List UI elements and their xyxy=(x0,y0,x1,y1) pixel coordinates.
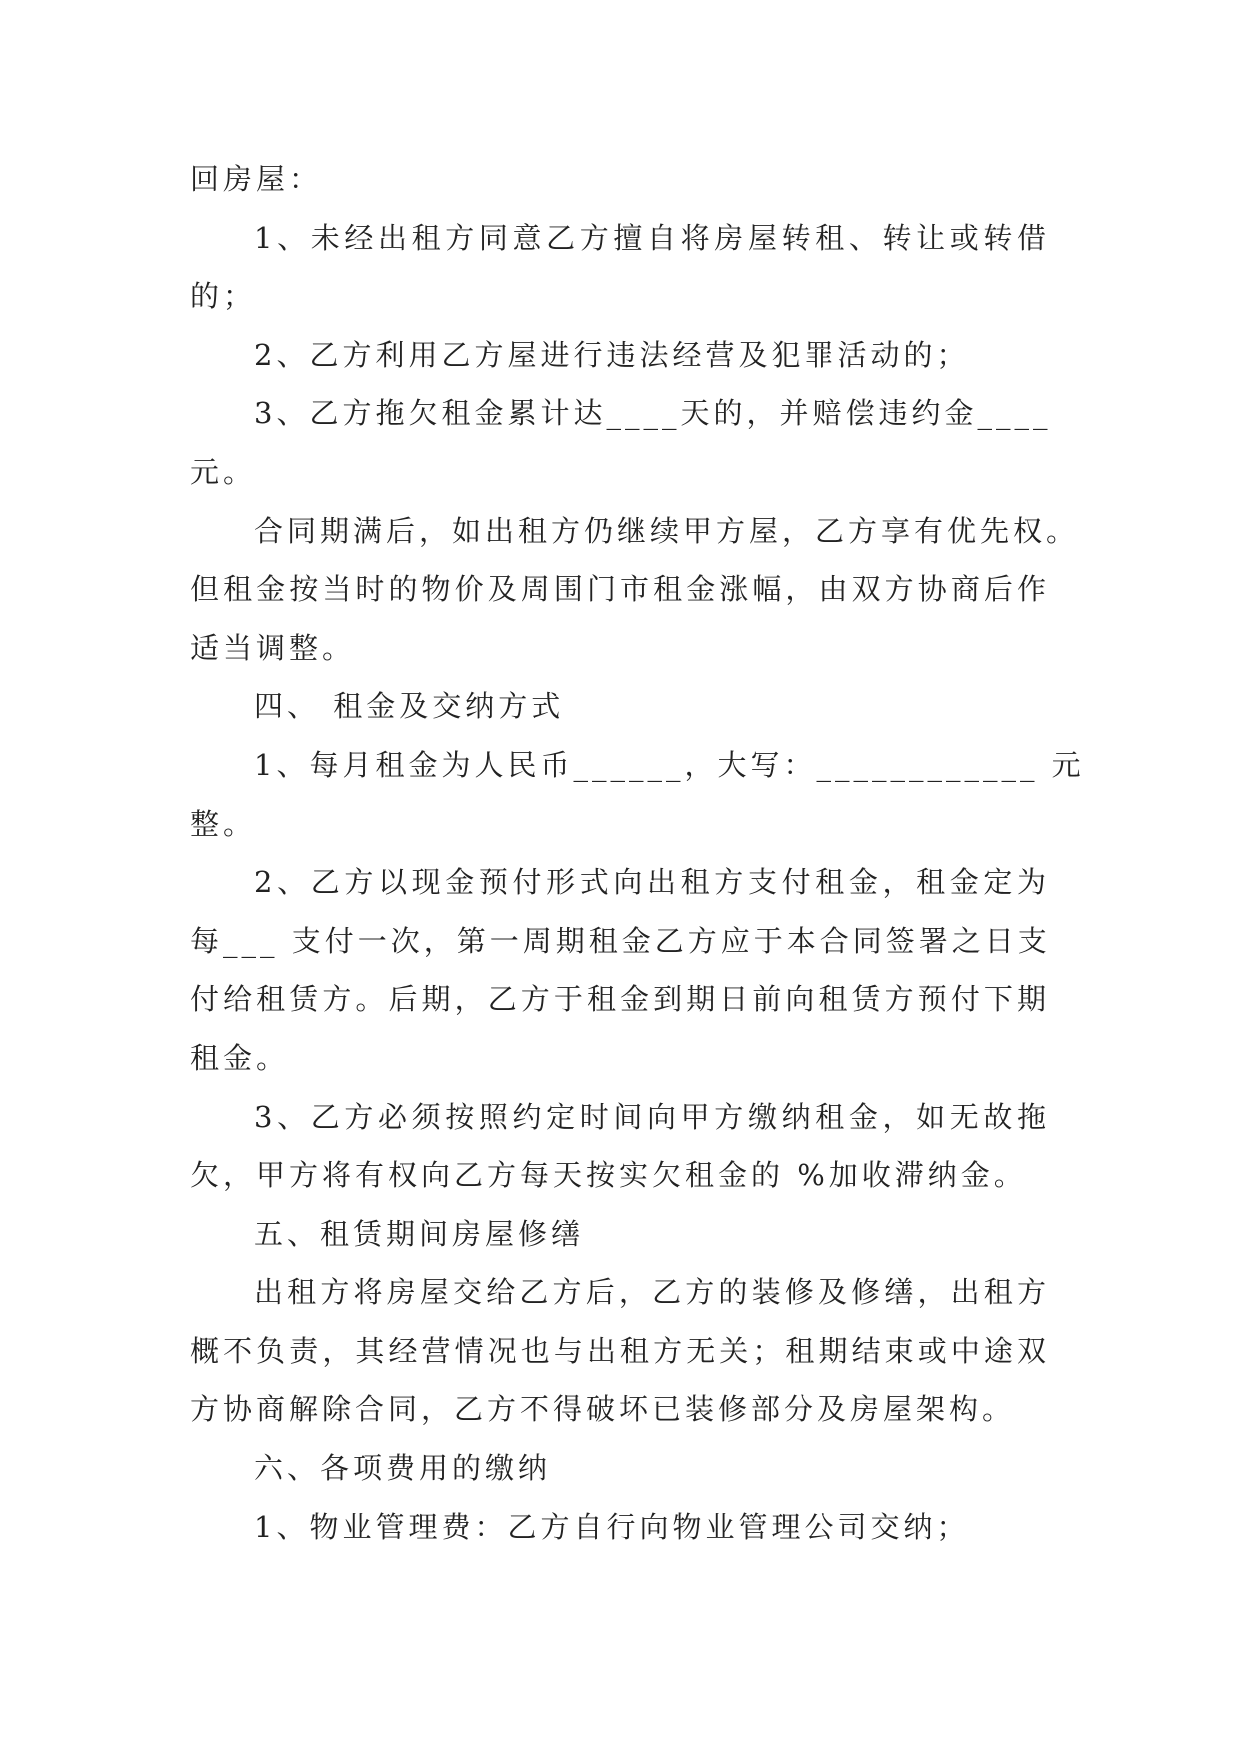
text-line: 1、每月租金为人民币______，大写：____________ 元 xyxy=(254,747,1085,782)
text-line: 概不负责，其经营情况也与出租方无关；租期结束或中途双 xyxy=(190,1333,1050,1368)
text-line: 五、租赁期间房屋修缮 xyxy=(254,1216,585,1251)
text-line: 方协商解除合同，乙方不得破坏已装修部分及房屋架构。 xyxy=(190,1392,1016,1427)
text-line: 每___ 支付一次，第一周期租金乙方应于本合同签署之日支 xyxy=(190,923,1051,958)
text-line: 3、乙方拖欠租金累计达____天的，并赔偿违约金____ xyxy=(254,396,1052,431)
text-line: 六、各项费用的缴纳 xyxy=(254,1451,552,1486)
text-line: 欠，甲方将有权向乙方每天按实欠租金的 %加收滞纳金。 xyxy=(190,1158,1027,1193)
text-line: 1、未经出租方同意乙方擅自将房屋转租、转让或转借 xyxy=(254,220,1050,255)
text-line: 合同期满后，如出租方仍继续甲方屋，乙方享有优先权。 xyxy=(254,513,1080,548)
text-line: 四、 租金及交纳方式 xyxy=(254,689,565,724)
text-line: 但租金按当时的物价及周围门市租金涨幅，由双方协商后作 xyxy=(190,572,1050,607)
text-line: 适当调整。 xyxy=(190,630,356,665)
text-line: 整。 xyxy=(190,806,257,841)
text-line: 付给租赁方。后期，乙方于租金到期日前向租赁方预付下期 xyxy=(190,982,1050,1017)
text-line: 2、乙方以现金预付形式向出租方支付租金，租金定为 xyxy=(254,865,1050,900)
text-line: 2、乙方利用乙方屋进行违法经营及犯罪活动的； xyxy=(254,337,970,372)
text-line: 3、乙方必须按照约定时间向甲方缴纳租金，如无故拖 xyxy=(254,1099,1050,1134)
text-line: 出租方将房屋交给乙方后，乙方的装修及修缮，出租方 xyxy=(254,1275,1050,1310)
text-line: 1、物业管理费：乙方自行向物业管理公司交纳； xyxy=(254,1509,970,1544)
document-body xyxy=(190,150,1085,1556)
text-line: 的； xyxy=(190,279,257,314)
text-line: 租金。 xyxy=(190,1040,290,1075)
text-line: 回房屋： xyxy=(190,162,323,196)
text-line: 元。 xyxy=(190,454,257,489)
